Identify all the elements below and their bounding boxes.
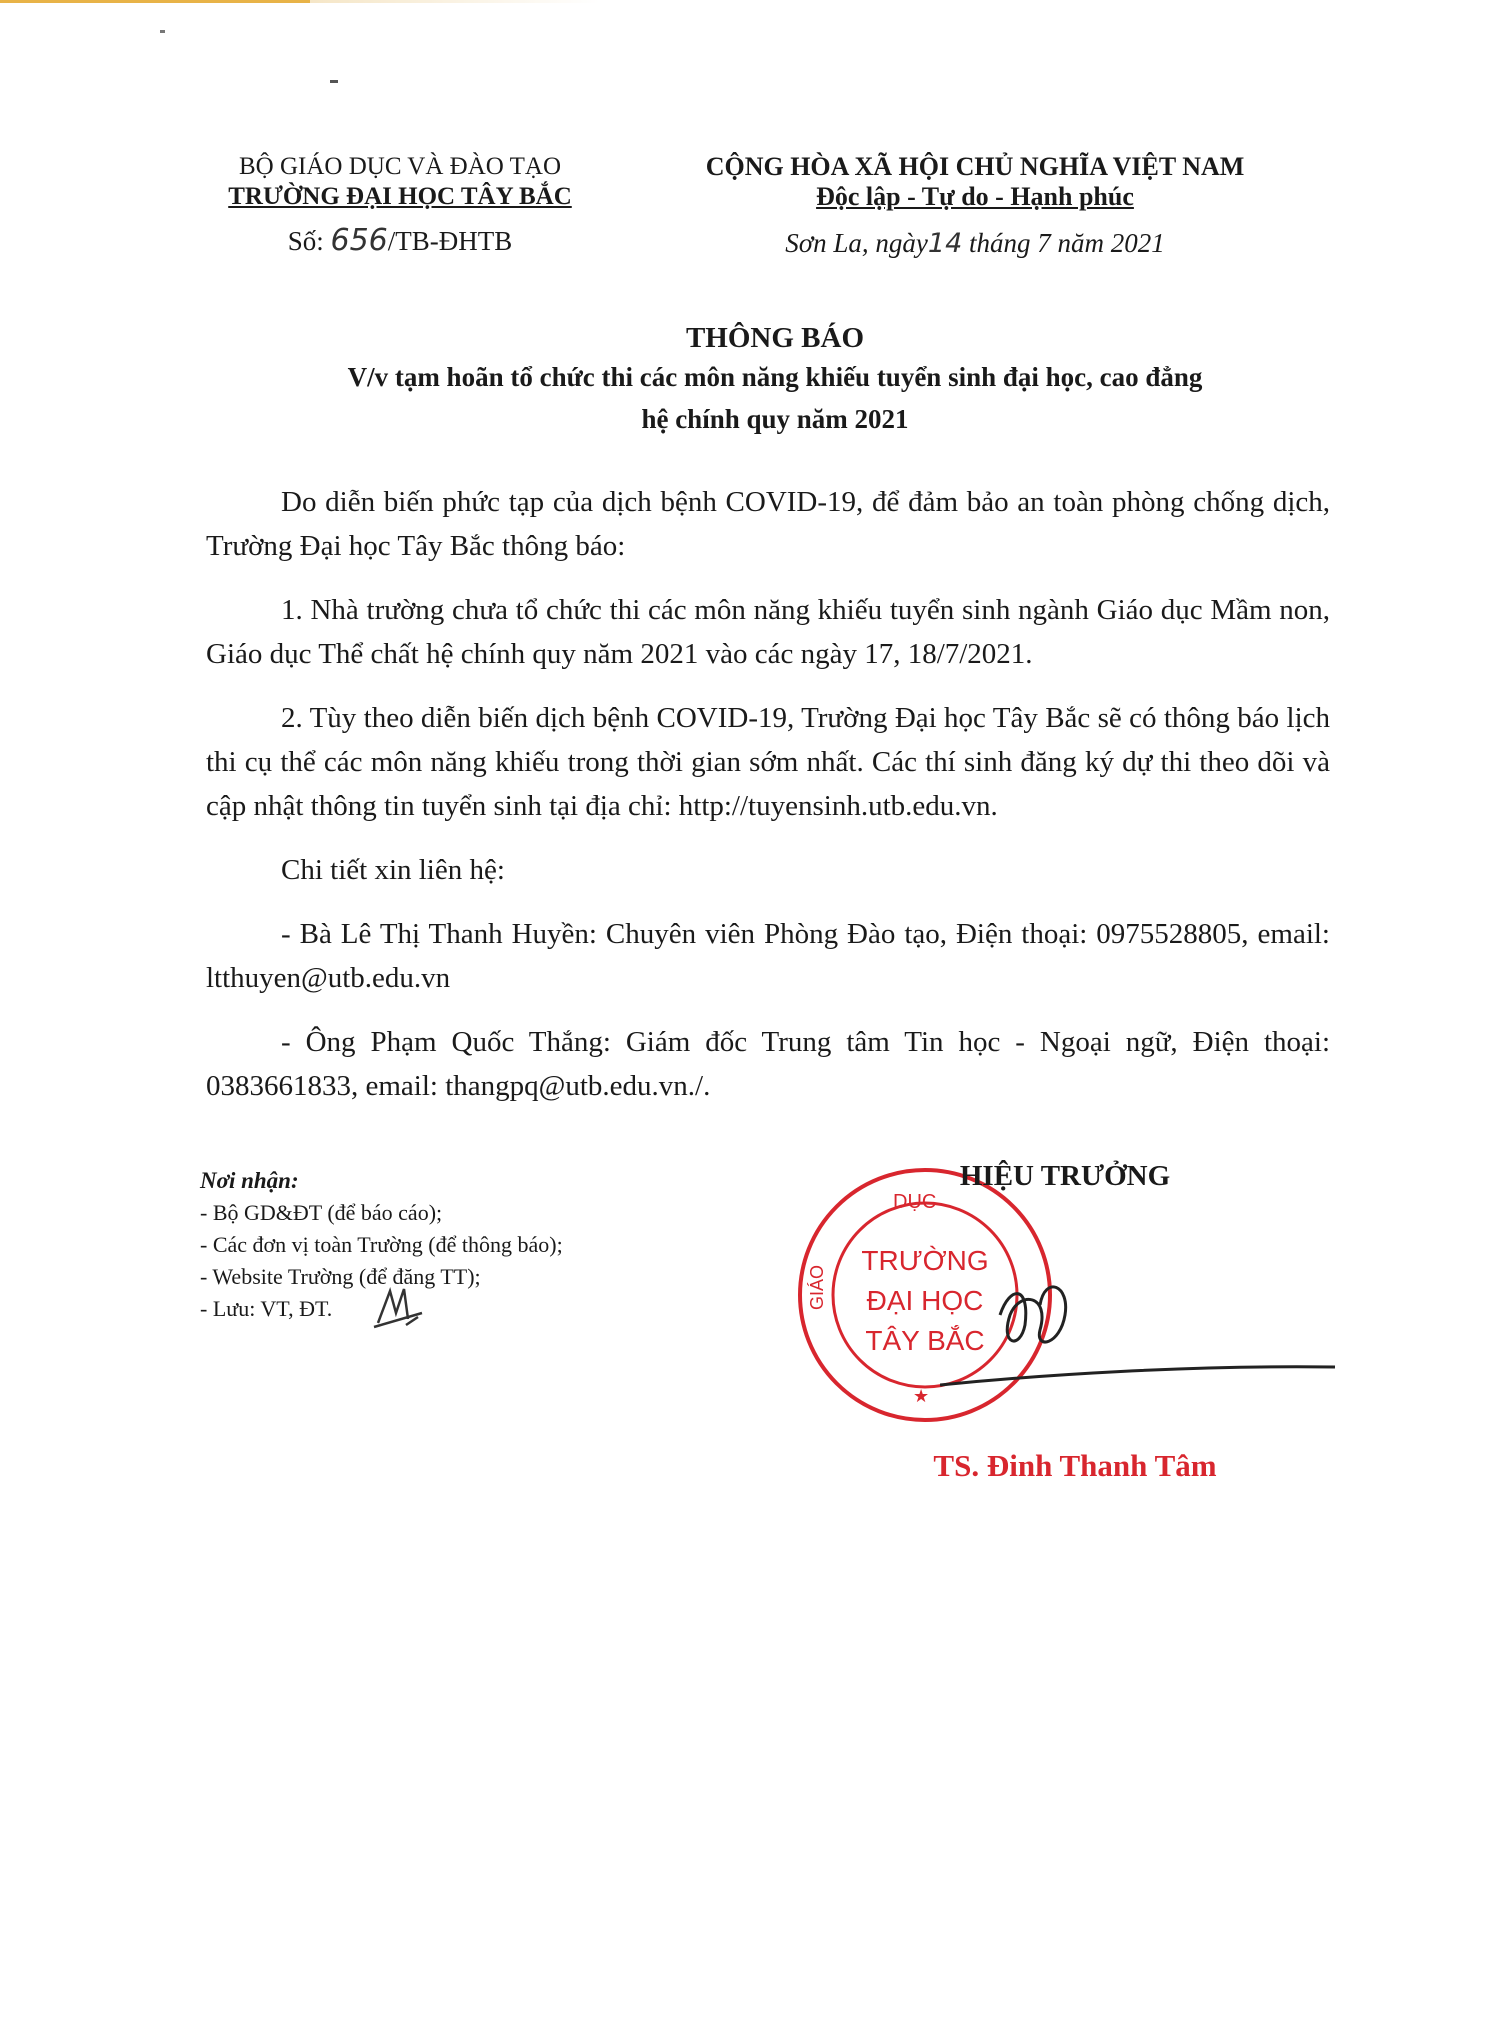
- initials-mark: [370, 1283, 430, 1333]
- stamp-line3: TÂY BẮC: [865, 1325, 985, 1356]
- recipients-block: [200, 1165, 720, 1325]
- issue-date: Sơn La, ngày14 tháng 7 năm 2021: [785, 228, 1165, 259]
- stamp-ring-top: DỤC: [893, 1191, 937, 1213]
- notice-subject-line1: V/v tạm hoãn tổ chức thi các môn năng khiếu tuyển sinh đại học, cao đẳng: [347, 362, 1203, 392]
- recipient-item: - Website Trường (để đăng TT);: [200, 1264, 481, 1289]
- contact-1: - Bà Lê Thị Thanh Huyền: Chuyên viên Phòng Đào tạo, Điện thoại: 0975528805, email: ltthuyen@utb.edu.vn: [206, 918, 1330, 994]
- handwritten-number: 656: [330, 223, 388, 258]
- contact-intro: Chi tiết xin liên hệ:: [281, 854, 505, 886]
- recipient-item: - Lưu: VT, ĐT.: [200, 1296, 333, 1321]
- university-name: TRƯỜNG ĐẠI HỌC TÂY BẮC: [228, 183, 572, 210]
- header-right: [650, 152, 1300, 259]
- scan-dot: [160, 30, 165, 33]
- stamp-line2: ĐẠI HỌC: [866, 1285, 984, 1316]
- notice-body: [206, 480, 1330, 1108]
- document-number: Số: 656/TB-ĐHTB: [287, 223, 513, 258]
- recipient-item: - Các đơn vị toàn Trường (để thông báo);: [200, 1232, 563, 1257]
- country-name: CỘNG HÒA XÃ HỘI CHỦ NGHĨA VIỆT NAM: [705, 152, 1245, 181]
- stamp-line1: TRƯỜNG: [861, 1245, 989, 1276]
- recipient-item: - Bộ GD&ĐT (để báo cáo);: [200, 1200, 443, 1225]
- item-2-paragraph: 2. Tùy theo diễn biến dịch bệnh COVID-19, Trường Đại học Tây Bắc sẽ có thông báo lịch thi cụ thể các môn năng khiếu trong thời gian sớm nhất. Các thí sinh đăng ký dự thi theo dõi và cập nhật thông tin tuyển sinh tại địa chỉ: http://tuyensinh.utb.edu.vn.: [206, 702, 1330, 822]
- notice-title-block: [200, 320, 1350, 440]
- scan-dot: [330, 80, 338, 83]
- scan-edge-stripe: [0, 0, 1512, 3]
- signature-block: [775, 1160, 1335, 1483]
- header-left: [200, 152, 600, 256]
- stamp-ring-left: GIÁO: [807, 1264, 827, 1310]
- item-1-paragraph: 1. Nhà trường chưa tổ chức thi các môn năng khiếu tuyển sinh ngành Giáo dục Mầm non, Giáo dục Thể chất hệ chính quy năm 2021 vào các ngày 17, 18/7/2021.: [206, 594, 1330, 670]
- stamp-star-icon: ★: [913, 1386, 930, 1406]
- intro-paragraph: Do diễn biến phức tạp của dịch bệnh COVID-19, để đảm bảo an toàn phòng chống dịch, Trường Đại học Tây Bắc thông báo:: [206, 486, 1330, 562]
- recipients-heading: Nơi nhận:: [200, 1168, 299, 1193]
- handwritten-signature: [940, 1255, 1340, 1395]
- signer-position: HIỆU TRƯỞNG: [959, 1160, 1171, 1192]
- contact-2: - Ông Phạm Quốc Thắng: Giám đốc Trung tâm Tin học - Ngoại ngữ, Điện thoại: 0383661833, email: thangpq@utb.edu.vn./.: [206, 1026, 1330, 1102]
- notice-title: THÔNG BÁO: [685, 322, 865, 354]
- ministry-name: BỘ GIÁO DỤC VÀ ĐÀO TẠO: [239, 153, 561, 180]
- signer-name: TS. Đinh Thanh Tâm: [933, 1448, 1217, 1483]
- national-motto: Độc lập - Tự do - Hạnh phúc: [816, 182, 1134, 211]
- notice-subject-line2: hệ chính quy năm 2021: [641, 404, 909, 434]
- handwritten-day: 14: [927, 228, 963, 259]
